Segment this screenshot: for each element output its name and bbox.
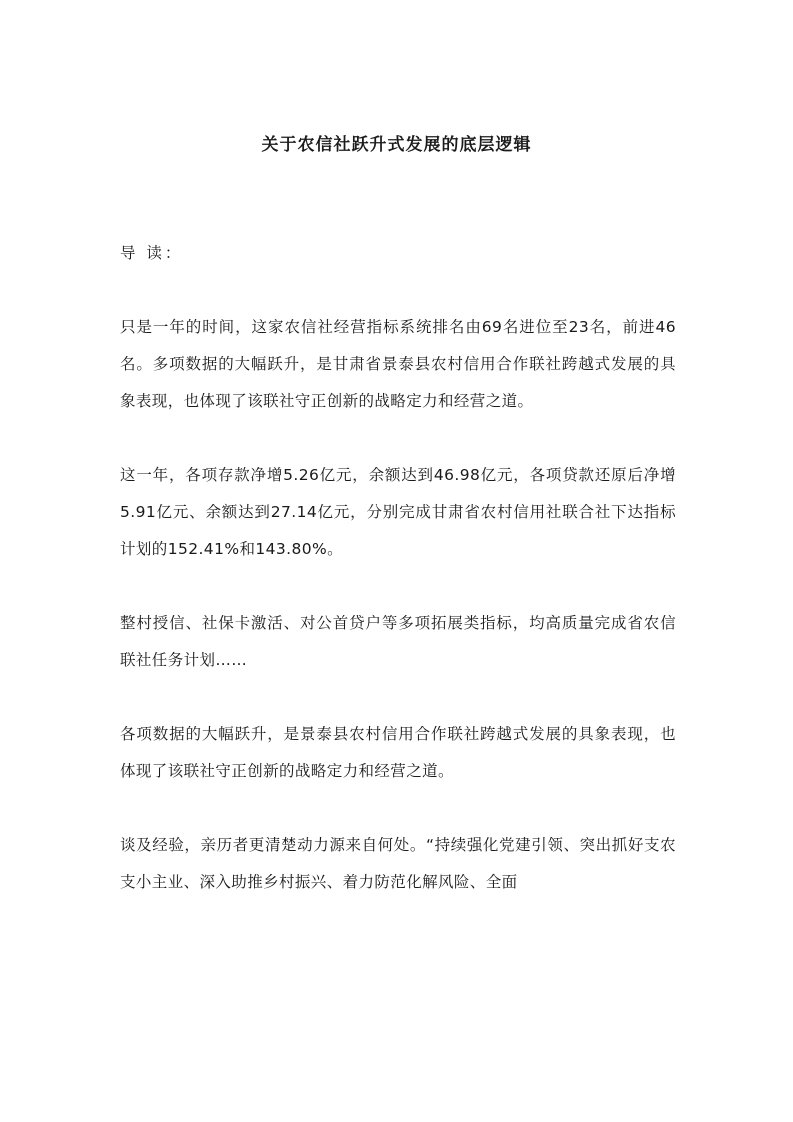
paragraph-5: 谈及经验，亲历者更清楚动力源来自何处。“持续强化党建引领、突出抓好支农支小主业、深入助推乡村振兴、着力防范化解风险、全面 — [120, 836, 676, 891]
paragraph-3: 整村授信、社保卡激活、对公首贷户等多项拓展类指标，均高质量完成省农信联社任务计划…… — [120, 614, 676, 669]
lead-label: 导 读： — [120, 244, 184, 262]
paragraph-2: 这一年，各项存款净增5.26亿元，余额达到46.98亿元，各项贷款还原后净增5.91亿元、余额达到27.14亿元，分别完成甘肃省农村信用社联合社下达指标计划的152.41%和143.80%。 — [120, 466, 676, 558]
document-body — [120, 235, 676, 901]
paragraph-4: 各项数据的大幅跃升，是景泰县农村信用合作联社跨越式发展的具象表现，也体现了该联社守正创新的战略定力和经营之道。 — [120, 725, 676, 780]
paragraph-1: 只是一年的时间，这家农信社经营指标系统排名由69名进位至23名，前进46名。多项数据的大幅跃升，是甘肃省景泰县农村信用合作联社跨越式发展的具象表现，也体现了该联社守正创新的战略定力和经营之道。 — [120, 318, 676, 410]
document-title: 关于农信社跃升式发展的底层逻辑 — [261, 135, 532, 155]
